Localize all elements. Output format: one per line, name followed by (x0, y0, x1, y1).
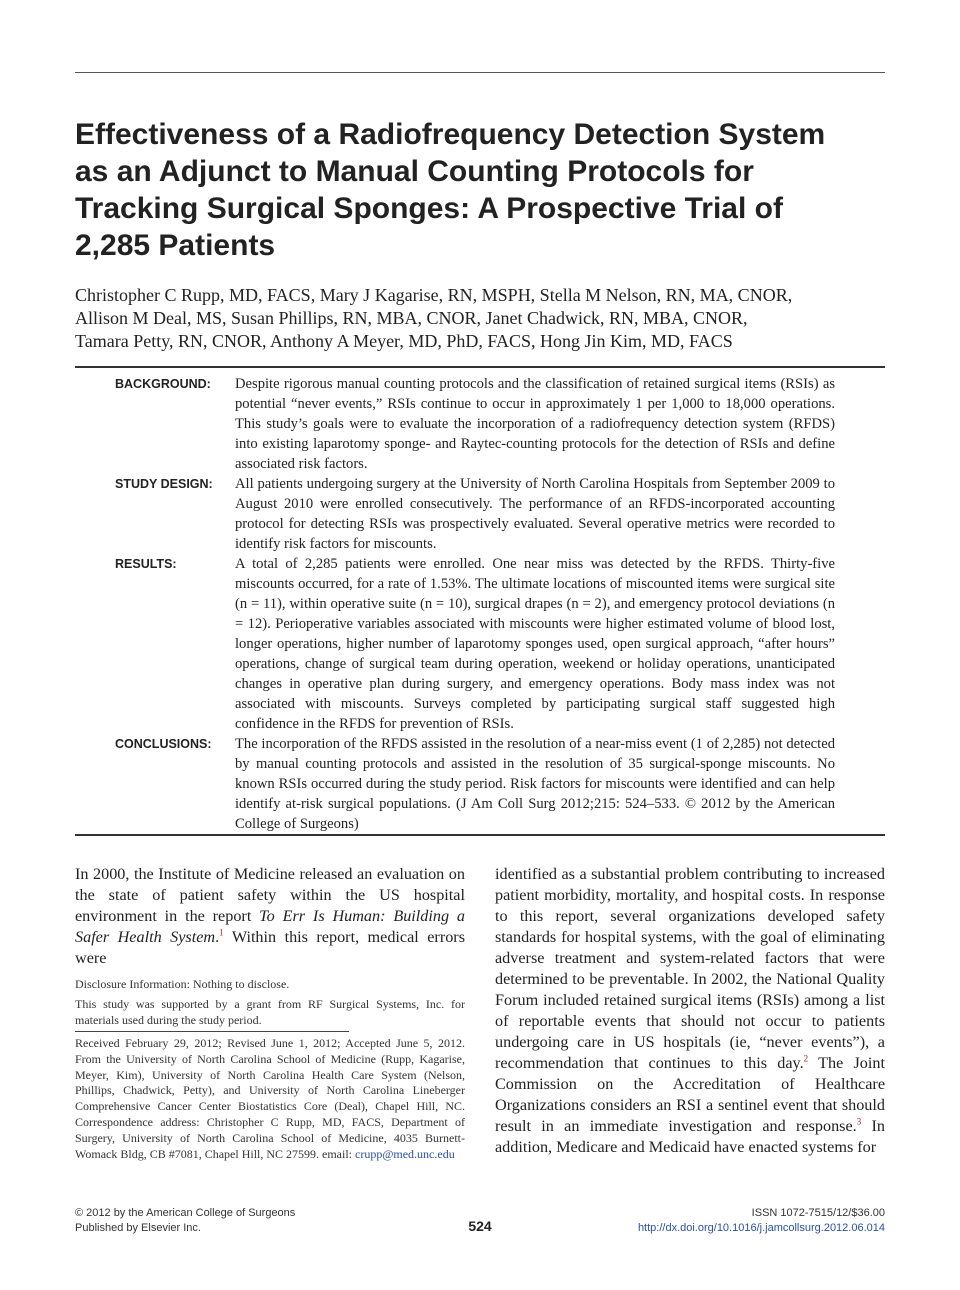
title-line: 2,285 Patients (75, 229, 276, 262)
author-line: Allison M Deal, MS, Susan Phillips, RN, MBA, CNOR, Janet Chadwick, RN, MBA, CNOR, (75, 308, 748, 328)
report-title: To Err Is Human: Building a Safer Health System (75, 907, 466, 946)
reference-marker[interactable]: 2 (803, 1053, 809, 1064)
disclosure-text: Disclosure Information: Nothing to disclose. (75, 977, 290, 991)
body-text-left: In 2000, the Institute of Medicine released an evaluation on the state of patient safety within the US hospital environment in the report To Err Is Human: Building a Safer Health System.$^1$ Within this report, medical errors were (75, 865, 466, 967)
doi-link[interactable]: http://dx.doi.org/10.1016/j.jamcollsurg.2012.06.014 (637, 1222, 885, 1234)
reference-marker[interactable]: 1 (219, 927, 224, 938)
article-title (75, 116, 885, 264)
top-rule (75, 72, 885, 73)
funding-text: This study was supported by a grant from RF Surgical Systems, Inc. for materials used during the study period. (75, 997, 465, 1027)
author-line: Christopher C Rupp, MD, FACS, Mary J Kagarise, RN, MSPH, Stella M Nelson, RN, MA, CNOR, (75, 285, 793, 305)
abstract-label: RESULTS: (115, 557, 177, 571)
disclosure-note (75, 976, 465, 1028)
abstract-label: CONCLUSIONS: (115, 737, 212, 751)
received-affiliations (75, 1036, 465, 1162)
abstract-text: A total of 2,285 patients were enrolled. One near miss was detected by the RFDS. Thirty-five miscounts occurred, for a rate of 1.53%. The ultimate locations of miscounted items were surgical site (n = 11), within operative suite (n = 10), surgical drapes (n = 2), and emergency protocol deviations (n = 12). Perioperative variables associated with miscounts were higher estimated volume of blood lost, longer operations, higher number of laparotomy sponges used, open surgical approach, “after hours” operations, change of surgical team during operation, weekend or holiday operations, unanticipated changes in operative plan during surgery, and emergency operations. Body mass index was not associated with miscounts. Surveys completed by participating surgical staff suggested high confidence in the RFDS for prevention of RSIs. (235, 556, 835, 732)
intro-continuation: Within this report, medical errors were (75, 928, 465, 967)
footer-right (638, 1206, 885, 1236)
author-list (75, 284, 885, 353)
title-line: Tracking Surgical Sponges: A Prospective Trial of (75, 192, 783, 225)
body-paragraph: identified as a substantial problem contributing to increased patient morbidity, mortality, and hospital costs. In response to this report, several organizations developed safety standards for hospital systems, with the goal of eliminating adverse treatment and system-related factors that were determined to be preventable. In 2002, the National Quality Forum included retained surgical items (RSIs) among a list of reportable events that should not occur to patients undergoing care in US hospitals (ie, “never events”), a recommendation that continues to this day. (495, 865, 885, 1072)
title-line: Effectiveness of a Radiofrequency Detection System (75, 118, 826, 151)
issn: ISSN 1072-7515/12/$36.00 (751, 1207, 885, 1219)
abstract-label: BACKGROUND: (115, 377, 211, 391)
publisher: Published by Elsevier Inc. (75, 1222, 201, 1234)
abstract-label: STUDY DESIGN: (115, 477, 213, 491)
copyright: © 2012 by the American College of Surgeons (75, 1207, 296, 1219)
title-line: as an Adjunct to Manual Counting Protocols for (75, 155, 754, 188)
body-paragraph: In addition, Medicare and Medicaid have enacted systems for (495, 1117, 885, 1156)
body-text-right (495, 864, 885, 1158)
received-text: Received February 29, 2012; Revised June 1, 2012; Accepted June 5, 2012. From the University of North Carolina School of Medicine (Rupp, Kagarise, Meyer, Kim), University of North Carolina Health Care System (Nelson, Phillips, Chadwick, Petty), and University of North Carolina Lineberger Comprehensive Cancer Center Biostatistics Core (Deal), Chapel Hill, NC. Correspondence address: Christopher C Rupp, MD, FACS, Department of Surgery, University of North Carolina School of Medicine, 4035 Burnett-Womack Bldg, CB #7081, Chapel Hill, NC 27599. email: (75, 1036, 465, 1161)
abstract-text: The incorporation of the RFDS assisted in the resolution of a near-miss event (1 of 2,285) not detected by manual counting protocols and assisted in the resolution of 35 surgical-sponge miscounts. No known RSIs occurred during the study period. Risk factors for miscounts were identified and can help identify at-risk surgical populations. (J Am Coll Surg 2012;215: 524–533. © 2012 by the American College of Surgeons) (235, 736, 835, 832)
intro-text: In 2000, the Institute of Medicine released an evaluation on the state of patient safety within the US hospital environment in the report (75, 865, 465, 925)
page-number: 524 (468, 1218, 492, 1234)
abstract-text: Despite rigorous manual counting protocols and the classification of retained surgical items (RSIs) as potential “never events,” RSIs continue to occur in approximately 1 per 1,000 to 18,000 operations. This study’s goals were to evaluate the incorporation of a radiofrequency detection system (RFDS) into existing laparotomy sponge- and Raytec-counting protocols for the detection of RSIs and define associated risk factors. (235, 376, 835, 472)
body-paragraph: The Joint Commission on the Accreditation of Healthcare Organizations considers an RSI a sentinel event that should result in an immediate investigation and response. (495, 1054, 885, 1135)
email-link[interactable]: crupp@med.unc.edu (355, 1146, 455, 1161)
reference-marker[interactable]: 3 (856, 1116, 862, 1127)
author-line: Tamara Petty, RN, CNOR, Anthony A Meyer, MD, PhD, FACS, Hong Jin Kim, MD, FACS (75, 331, 733, 351)
footnote-rule (75, 1031, 349, 1032)
abstract-text: All patients undergoing surgery at the University of North Carolina Hospitals from September 2009 to August 2010 were enrolled consecutively. The performance of an RFDS-incorporated accounting protocol for detecting RSIs was prospectively evaluated. Several operative metrics were recorded to identify risk factors for miscounts. (235, 476, 835, 552)
abstract-box (75, 366, 885, 836)
